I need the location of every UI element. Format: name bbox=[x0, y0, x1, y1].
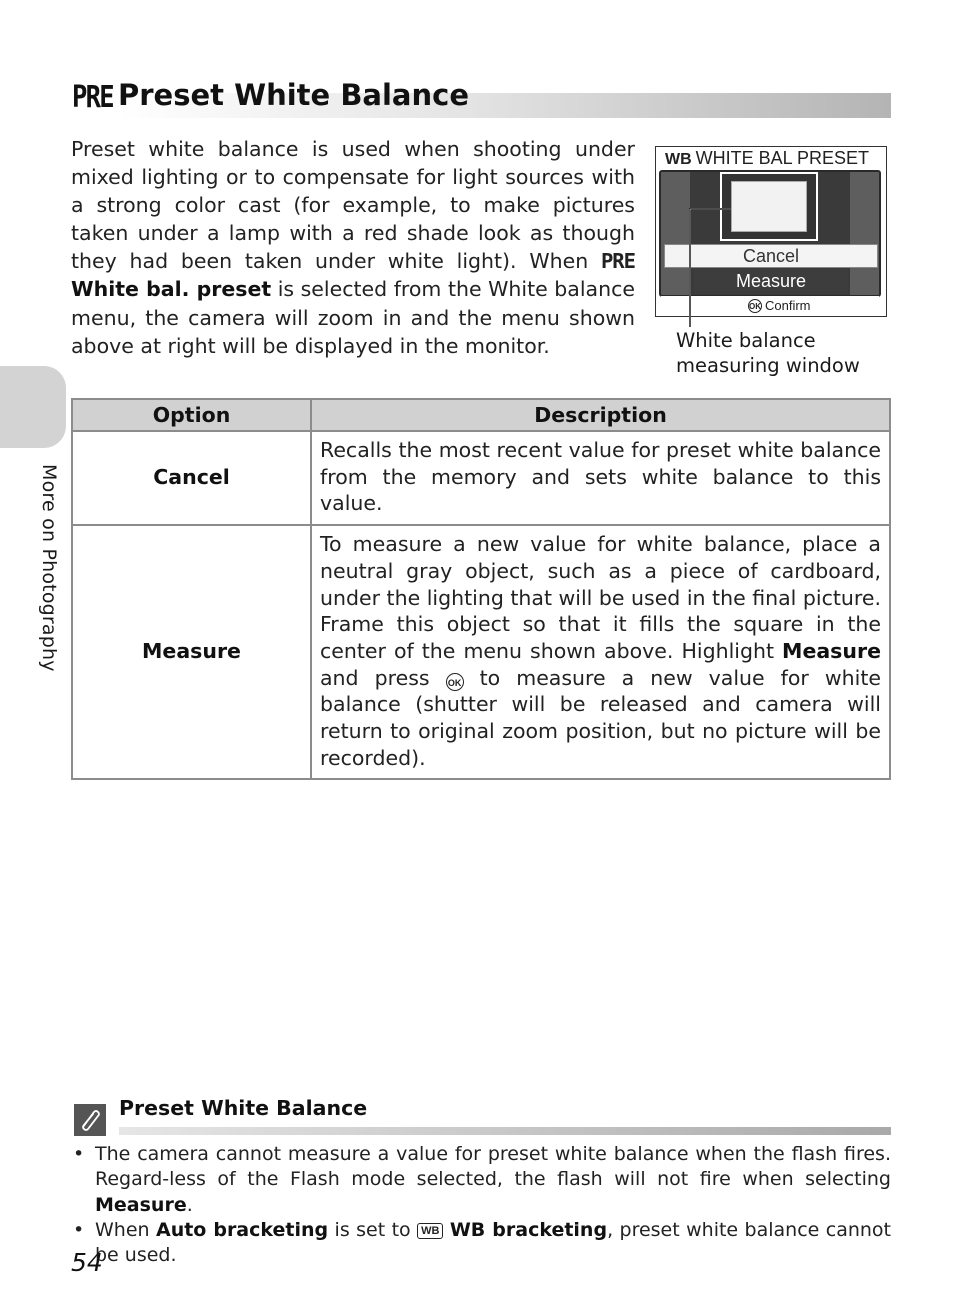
confirm-label: Confirm bbox=[765, 298, 811, 313]
option-name: Cancel bbox=[72, 431, 311, 525]
note-text: The camera cannot measure a value for preset white balance when the flash fires. Regard-less of the Flash mode selected, the flash will not fire when selecting bbox=[95, 1143, 891, 1191]
note-bold: Measure bbox=[95, 1193, 187, 1216]
intro-text-2: is selected from the White balance menu, the camera will zoom in and the menu shown above at right will be displayed in the monitor. bbox=[71, 277, 635, 358]
description-bold: Measure bbox=[782, 638, 881, 663]
note-list bbox=[71, 1142, 891, 1268]
list-item bbox=[71, 1142, 891, 1218]
callout-line-1: White balance bbox=[676, 329, 816, 352]
option-name: Measure bbox=[72, 525, 311, 779]
wb-bracketing-icon: WB bbox=[417, 1223, 443, 1239]
callout-line-2: measuring window bbox=[676, 354, 860, 377]
intro-text-1: Preset white balance is used when shooting under mixed lighting or to compensate for light sources with a strong color cast (for example, to make pictures taken under a lamp with a red shade look as though they had been taken under white light). When bbox=[71, 137, 635, 274]
measuring-window bbox=[731, 181, 807, 232]
wb-icon: WB bbox=[665, 151, 692, 168]
list-item bbox=[71, 1218, 891, 1269]
table-header-row bbox=[72, 399, 890, 431]
intro-paragraph bbox=[71, 135, 635, 360]
note-text: is set to bbox=[328, 1218, 418, 1241]
chapter-label: More on Photography bbox=[38, 464, 60, 672]
column-header-option: Option bbox=[72, 399, 311, 431]
option-description: Recalls the most recent value for preset white balance from the memory and sets white balance to this value. bbox=[311, 431, 890, 525]
confirm-hint bbox=[748, 298, 811, 313]
ok-button-icon: OK bbox=[446, 673, 464, 691]
note-bold: Auto bracketing bbox=[155, 1218, 329, 1241]
camera-menu-header bbox=[665, 148, 869, 169]
option-description bbox=[311, 525, 890, 779]
page-title: Preset White Balance bbox=[118, 78, 470, 112]
table-row bbox=[72, 525, 890, 779]
description-text: to measure a new value for white balance (shutter will be released and camera will return to original zoom position, but no picture will be recorded). bbox=[320, 665, 881, 770]
page-number: 54 bbox=[71, 1248, 103, 1277]
preset-wb-icon: PRE bbox=[72, 80, 113, 115]
note-title: Preset White Balance bbox=[119, 1096, 368, 1120]
options-table bbox=[71, 398, 891, 780]
pencil-icon bbox=[74, 1104, 106, 1136]
note-bold: WB bracketing bbox=[449, 1218, 608, 1241]
note-title-bar bbox=[119, 1127, 891, 1135]
note-text: . bbox=[186, 1193, 193, 1216]
camera-option-measure: Measure bbox=[694, 269, 848, 294]
intro-bold-menu-item: White bal. preset bbox=[71, 277, 272, 302]
ok-button-icon: OK bbox=[748, 299, 762, 313]
camera-menu-title: WHITE BAL PRESET bbox=[695, 148, 870, 168]
column-header-description: Description bbox=[311, 399, 890, 431]
camera-option-cancel: Cancel bbox=[664, 244, 878, 268]
preset-wb-inline-icon: PRE bbox=[600, 249, 635, 274]
note-text: When bbox=[95, 1218, 156, 1241]
note-text: , preset white balance cannot be used. bbox=[95, 1218, 891, 1267]
description-text: and press bbox=[320, 665, 446, 690]
description-text: To measure a new value for white balance, place a neutral gray object, such as a piece of cardboard, under the lighting that will be used in the final picture. Frame this object so that it fills the square in the center of the menu shown above. Highlight bbox=[320, 532, 881, 663]
chapter-tab bbox=[0, 366, 66, 448]
table-row bbox=[72, 431, 890, 525]
callout-label bbox=[676, 328, 860, 378]
